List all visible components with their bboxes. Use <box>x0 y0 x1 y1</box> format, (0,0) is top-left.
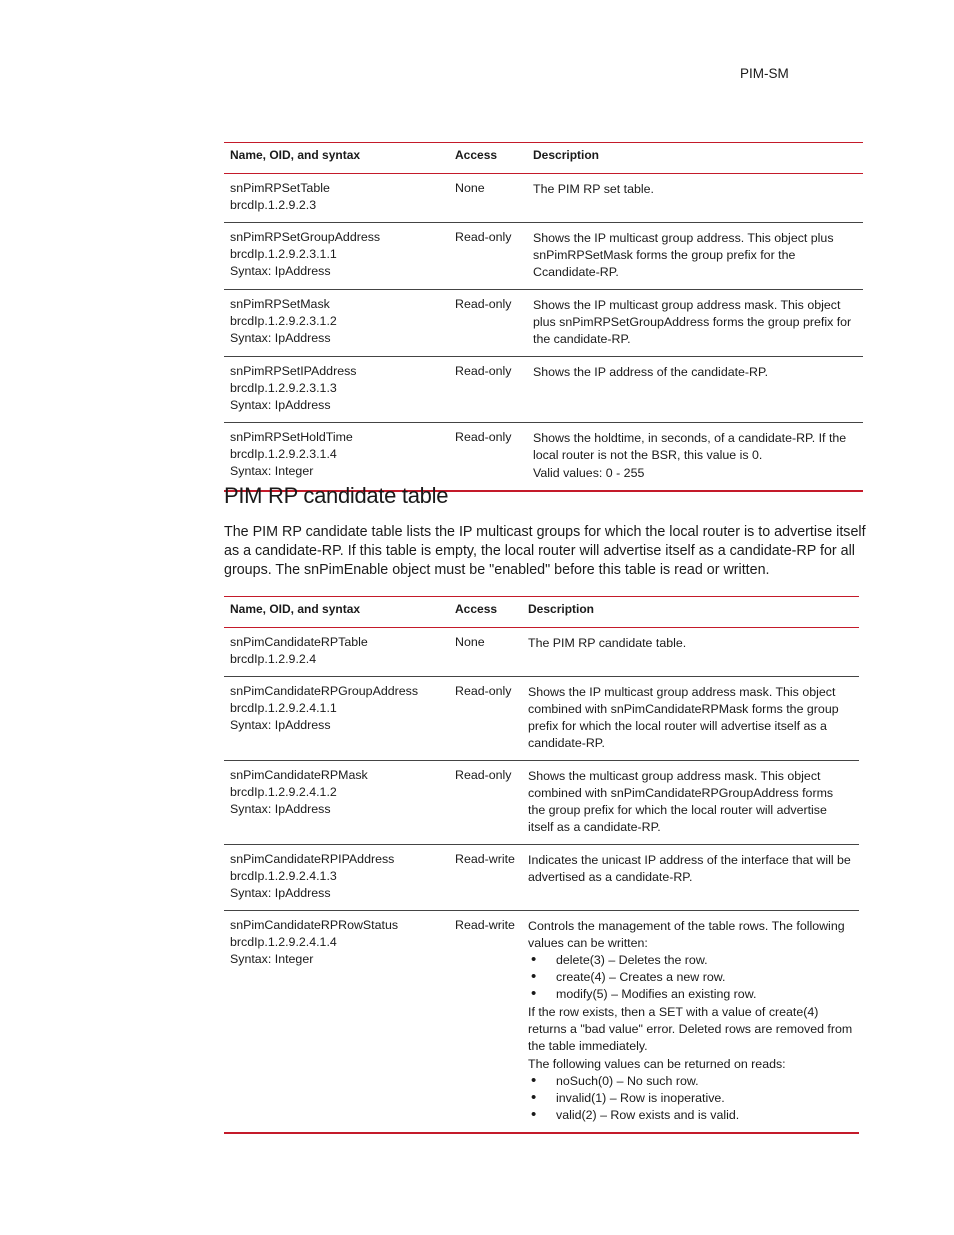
description-text: The PIM RP set table. <box>533 182 654 196</box>
object-name: snPimCandidateRPIPAddress <box>230 852 395 866</box>
col-header-access: Access <box>449 143 527 174</box>
table-row <box>224 845 859 911</box>
access-cell: Read-only <box>449 423 527 492</box>
rp-set-table <box>224 142 863 492</box>
access-cell: Read-write <box>449 911 522 1134</box>
object-name: snPimRPSetGroupAddress <box>230 230 381 244</box>
object-name: snPimRPSetMask <box>230 297 330 311</box>
object-oid: brcdIp.1.2.9.2.3.1.1 <box>230 247 337 261</box>
access-cell: Read-only <box>449 677 522 761</box>
description-text: If the row exists, then a SET with a value of create(4) returns a "bad value" error. Deleted rows are removed from the table immediately. <box>528 1005 853 1053</box>
object-syntax: Syntax: IpAddress <box>230 886 331 900</box>
object-syntax: Syntax: Integer <box>230 952 314 966</box>
valid-values-text: Valid values: 0 - 255 <box>533 466 645 480</box>
page-header: PIM-SM <box>740 66 789 81</box>
list-item: • valid(2) – Row exists and is valid. <box>528 1107 853 1124</box>
access-cell: Read-only <box>449 761 522 845</box>
access-cell: None <box>455 635 485 649</box>
description-text: The following values can be returned on reads: <box>528 1057 786 1071</box>
list-item: • delete(3) – Deletes the row. <box>528 952 853 969</box>
object-syntax: Syntax: IpAddress <box>230 802 331 816</box>
description-text: Indicates the unicast IP address of the interface that will be advertised as a candidate-RP. <box>528 853 851 884</box>
write-values-list <box>528 952 853 1003</box>
list-item: • invalid(1) – Row is inoperative. <box>528 1090 853 1107</box>
col-header-description: Description <box>527 143 863 174</box>
table-header-row <box>224 143 863 174</box>
name-cell <box>224 290 449 357</box>
object-syntax: Syntax: IpAddress <box>230 718 331 732</box>
access-cell: None <box>455 181 485 195</box>
object-oid: brcdIp.1.2.9.2.4.1.4 <box>230 935 337 949</box>
description-text: The PIM RP candidate table. <box>528 636 687 650</box>
description-cell <box>522 677 859 761</box>
object-syntax: Syntax: IpAddress <box>230 264 331 278</box>
col-header-name: Name, OID, and syntax <box>224 597 449 628</box>
description-cell <box>527 357 863 423</box>
access-cell: Read-write <box>449 845 522 911</box>
intro-paragraph: The PIM RP candidate table lists the IP multicast groups for which the local router is to advertise itself as a candidate-RP. If this table is empty, the local router will advertise itself as a candidate-RP for all groups. The snPimEnable object must be "enabled" before this table is read or written. <box>224 524 866 578</box>
object-name: snPimCandidateRPTable <box>230 635 368 649</box>
object-oid: brcdIp.1.2.9.2.4 <box>230 652 317 666</box>
object-syntax: Syntax: IpAddress <box>230 331 331 345</box>
object-oid: brcdIp.1.2.9.2.4.1.3 <box>230 869 337 883</box>
object-oid: brcdIp.1.2.9.2.4.1.1 <box>230 701 337 715</box>
list-item: • noSuch(0) – No such row. <box>528 1073 853 1090</box>
name-cell <box>224 423 449 492</box>
table-row <box>224 357 863 423</box>
object-syntax: Syntax: IpAddress <box>230 398 331 412</box>
section-heading: PIM RP candidate table <box>224 483 449 508</box>
name-cell <box>224 761 449 845</box>
description-cell <box>522 761 859 845</box>
col-header-access: Access <box>449 597 522 628</box>
name-cell <box>224 677 449 761</box>
object-name: snPimCandidateRPGroupAddress <box>230 684 419 698</box>
description-cell <box>527 174 863 223</box>
col-header-name: Name, OID, and syntax <box>224 143 449 174</box>
description-cell <box>522 845 859 911</box>
object-oid: brcdIp.1.2.9.2.4.1.2 <box>230 785 337 799</box>
description-text: Shows the IP address of the candidate-RP. <box>533 365 769 379</box>
access-cell: Read-only <box>449 290 527 357</box>
name-cell <box>224 357 449 423</box>
list-item: • create(4) – Creates a new row. <box>528 969 853 986</box>
description-cell <box>522 628 859 677</box>
description-cell <box>527 290 863 357</box>
description-text: Shows the IP multicast group address. This object plus snPimRPSetMask forms the group prefix for the Ccandidate-RP. <box>533 231 834 279</box>
table-row <box>224 174 863 223</box>
access-cell: Read-only <box>449 223 527 290</box>
table-row <box>224 628 859 677</box>
description-text: Shows the holdtime, in seconds, of a candidate-RP. If the local router is not the BSR, this value is 0. <box>533 431 847 462</box>
col-header-description: Description <box>522 597 859 628</box>
table-row <box>224 761 859 845</box>
object-name: snPimRPSetIPAddress <box>230 364 357 378</box>
access-cell: Read-only <box>449 357 527 423</box>
description-text: Shows the IP multicast group address mask. This object combined with snPimCandidateRPMask forms the group prefix for which the local router will advertise itself as a candidate-RP. <box>528 685 839 750</box>
description-text: Controls the management of the table rows. The following values can be written: <box>528 919 845 950</box>
description-text: Shows the IP multicast group address mask. This object plus snPimRPSetGroupAddress forms the group prefix for the candidate-RP. <box>533 298 852 346</box>
table-row <box>224 223 863 290</box>
object-name: snPimCandidateRPRowStatus <box>230 918 399 932</box>
name-cell <box>224 223 449 290</box>
object-syntax: Syntax: Integer <box>230 464 314 478</box>
table-row <box>224 911 859 1134</box>
object-oid: brcdIp.1.2.9.2.3.1.4 <box>230 447 337 461</box>
description-text: Shows the multicast group address mask. This object combined with snPimCandidateRPGroupAddress forms the group prefix for which the local router will advertise itself as a candidate-RP. <box>528 769 834 834</box>
rp-candidate-table <box>224 596 859 1134</box>
description-cell <box>527 423 863 492</box>
object-oid: brcdIp.1.2.9.2.3.1.3 <box>230 381 337 395</box>
table-row <box>224 677 859 761</box>
table-header-row <box>224 597 859 628</box>
object-name: snPimCandidateRPMask <box>230 768 368 782</box>
object-name: snPimRPSetTable <box>230 181 330 195</box>
table-row <box>224 423 863 492</box>
description-cell <box>522 911 859 1134</box>
name-cell <box>224 845 449 911</box>
read-values-list <box>528 1073 853 1124</box>
object-oid: brcdIp.1.2.9.2.3 <box>230 198 317 212</box>
name-cell <box>224 628 449 677</box>
object-name: snPimRPSetHoldTime <box>230 430 353 444</box>
name-cell <box>224 174 449 223</box>
list-item: • modify(5) – Modifies an existing row. <box>528 986 853 1003</box>
table-row <box>224 290 863 357</box>
description-cell <box>527 223 863 290</box>
object-oid: brcdIp.1.2.9.2.3.1.2 <box>230 314 337 328</box>
name-cell <box>224 911 449 1134</box>
